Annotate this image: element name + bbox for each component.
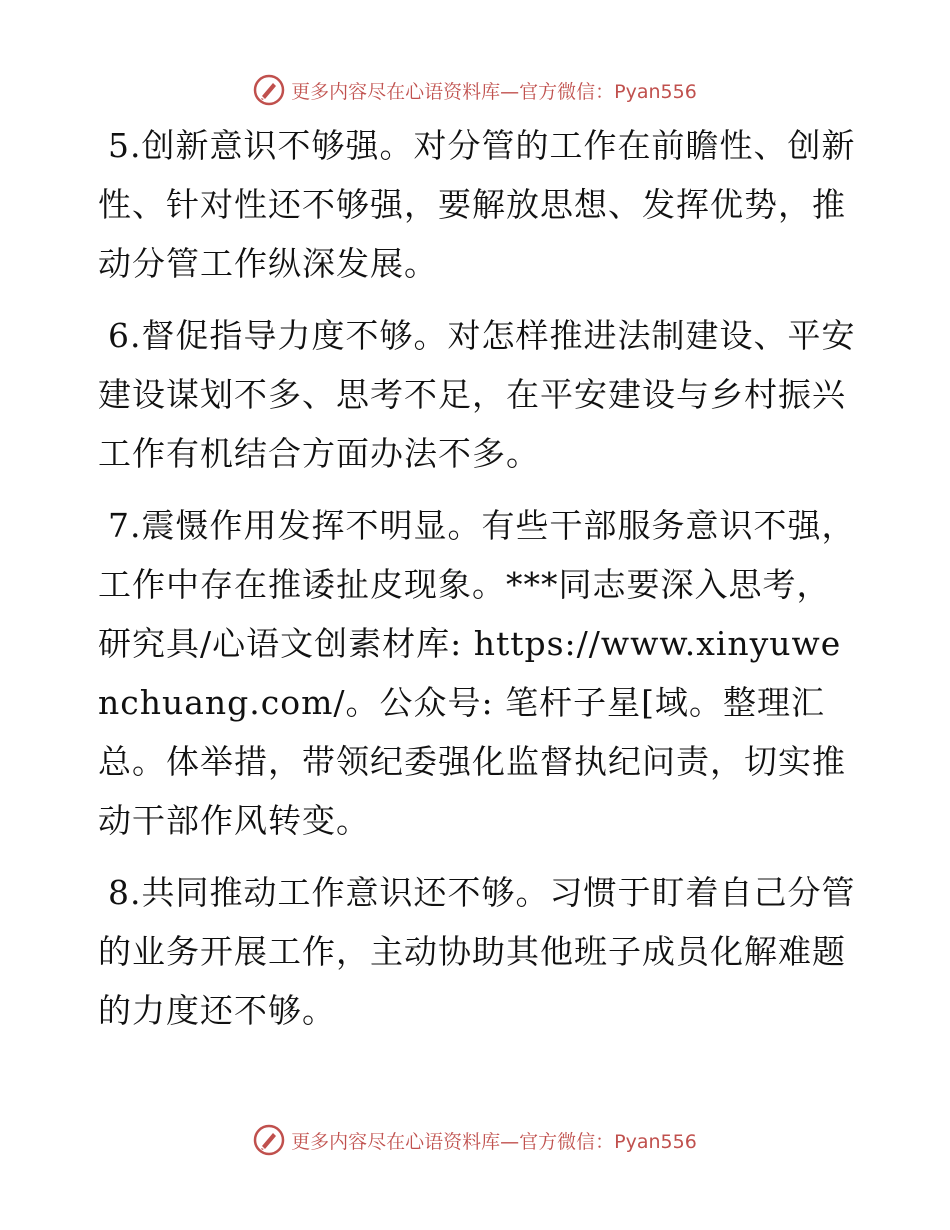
red-seal-logo-icon xyxy=(253,74,285,106)
header-banner-text: 更多内容尽在心语资料库—官方微信：Pyan556 xyxy=(291,80,697,103)
footer-banner-text: 更多内容尽在心语资料库—官方微信：Pyan556 xyxy=(291,1130,697,1153)
red-seal-logo-icon xyxy=(253,1124,285,1156)
paragraph-6: 6.督促指导力度不够。对怎样推进法制建设、平安建设谋划不多、思考不足，在平安建设与乡村振兴工作有机结合方面办法不多。 xyxy=(98,316,856,473)
paragraph-8: 8.共同推动工作意识还不够。习惯于盯着自己分管的业务开展工作，主动协助其他班子成员化解难题的力度还不够。 xyxy=(98,873,856,1030)
header-banner xyxy=(0,70,950,110)
paragraph-5: 5.创新意识不够强。对分管的工作在前瞻性、创新性、针对性还不够强，要解放思想、发挥优势，推动分管工作纵深发展。 xyxy=(98,126,856,283)
document-body xyxy=(98,116,858,1053)
paragraph-7: 7.震慑作用发挥不明显。有些干部服务意识不强，工作中存在推诿扯皮现象。***同志要深入思考，研究具/心语文创素材库: https://www.xinyuwenchuang.com/。公众号: 笔杆子星[域。整理汇总。体举措，带领纪委强化监督执纪问责，切实推动干部作风转变。 xyxy=(98,506,856,840)
footer-banner xyxy=(0,1120,950,1160)
